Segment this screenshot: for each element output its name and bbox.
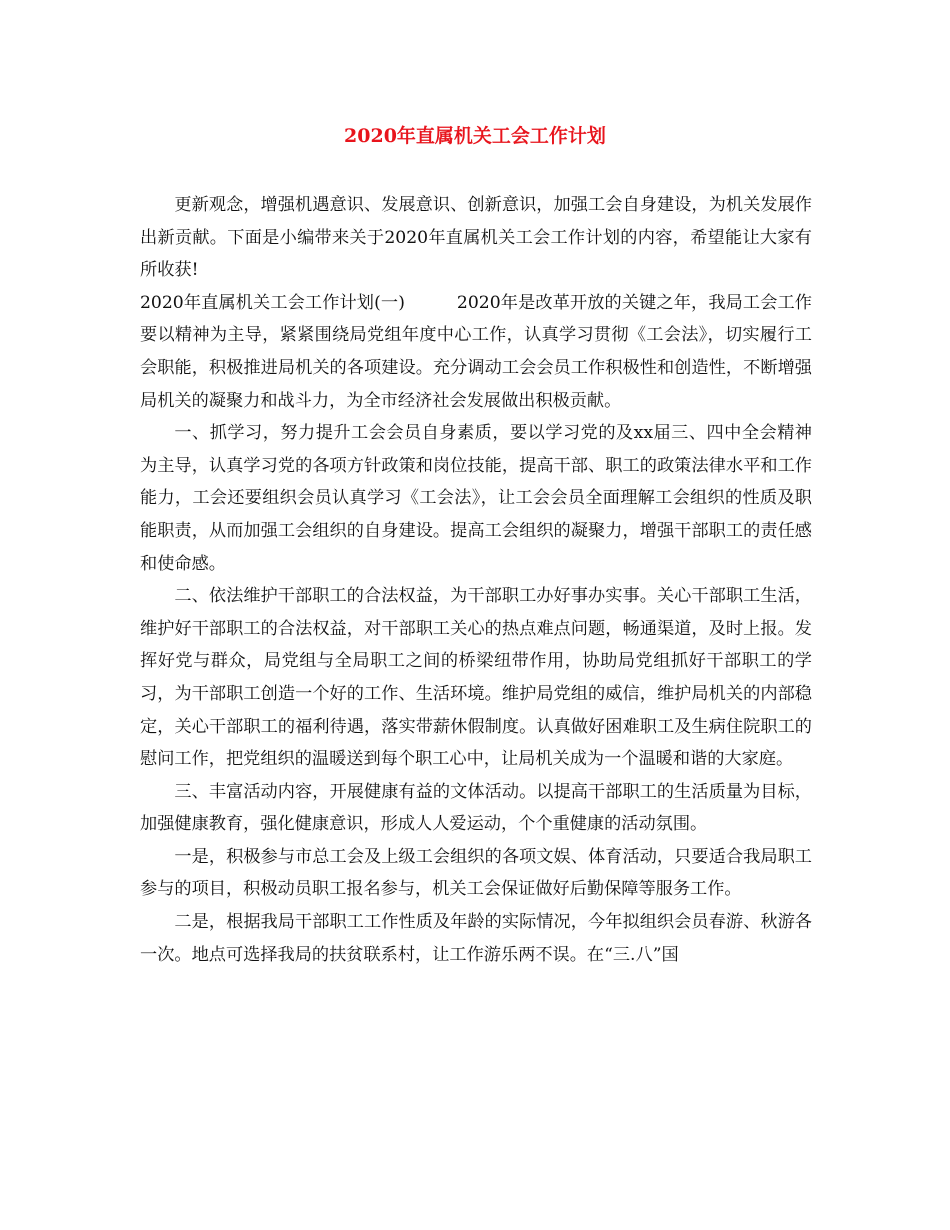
section-lead-text: 2020年是改革开放的关键之年，我局工会工作要以精神为主导，紧紧围绕局党组年度中心工作，认真学习贯彻《工会法》，切实履行工会职能，积极推进局机关的各项建设。充分调动工会会员工作积极性和创造性，不断增强局机关的凝聚力和战斗力，为全市经济社会发展做出积极贡献。	[140, 292, 812, 411]
body-paragraph-4: 一是，积极参与市总工会及上级工会组织的各项文娱、体育活动，只要适合我局职工参与的项目，积极动员职工报名参与，机关工会保证做好后勤保障等服务工作。	[140, 846, 812, 900]
body-paragraph-3: 三、丰富活动内容，开展健康有益的文体活动。以提高干部职工的生活质量为目标，加强健康教育，强化健康意识，形成人人爱运动，个个重健康的活动氛围。	[140, 781, 812, 835]
body-paragraph-1: 一、抓学习，努力提升工会会员自身素质，要以学习党的及xx届三、四中全会精神为主导，认真学习党的各项方针政策和岗位技能，提高干部、职工的政策法律水平和工作能力，工会还要组织会员认真学习《工会法》，让工会会员全面理解工会组织的性质及职能职责，从而加强工会组织的自身建设。提高工会组织的凝聚力，增强干部职工的责任感和使命感。	[140, 423, 812, 574]
intro-paragraph: 更新观念，增强机遇意识、发展意识、创新意识，加强工会自身建设，为机关发展作出新贡献。下面是小编带来关于2020年直属机关工会工作计划的内容，希望能让大家有所收获!	[140, 195, 812, 281]
section-heading: 2020年直属机关工会工作计划(一)	[140, 292, 405, 313]
body-paragraph-5: 二是，根据我局干部职工工作性质及年龄的实际情况，今年拟组织会员春游、秋游各一次。地点可选择我局的扶贫联系村，让工作游乐两不误。在“三.八”国	[140, 912, 812, 965]
document-title: 2020年直属机关工会工作计划	[344, 125, 606, 147]
document-body	[140, 189, 812, 971]
section-heading-line	[140, 287, 812, 417]
body-paragraph-2: 二、依法维护干部职工的合法权益，为干部职工办好事办实事。关心干部职工生活，维护好干部职工的合法权益，对干部职工关心的热点难点问题，畅通渠道，及时上报。发挥好党与群众，局党组与全局职工之间的桥梁纽带作用，协助局党组抓好干部职工的学习，为干部职工创造一个好的工作、生活环境。维护局党组的威信，维护局机关的内部稳定，关心干部职工的福利待遇，落实带薪休假制度。认真做好困难职工及生病住院职工的慰问工作，把党组织的温暖送到每个职工心中，让局机关成为一个温暖和谐的大家庭。	[140, 586, 812, 770]
